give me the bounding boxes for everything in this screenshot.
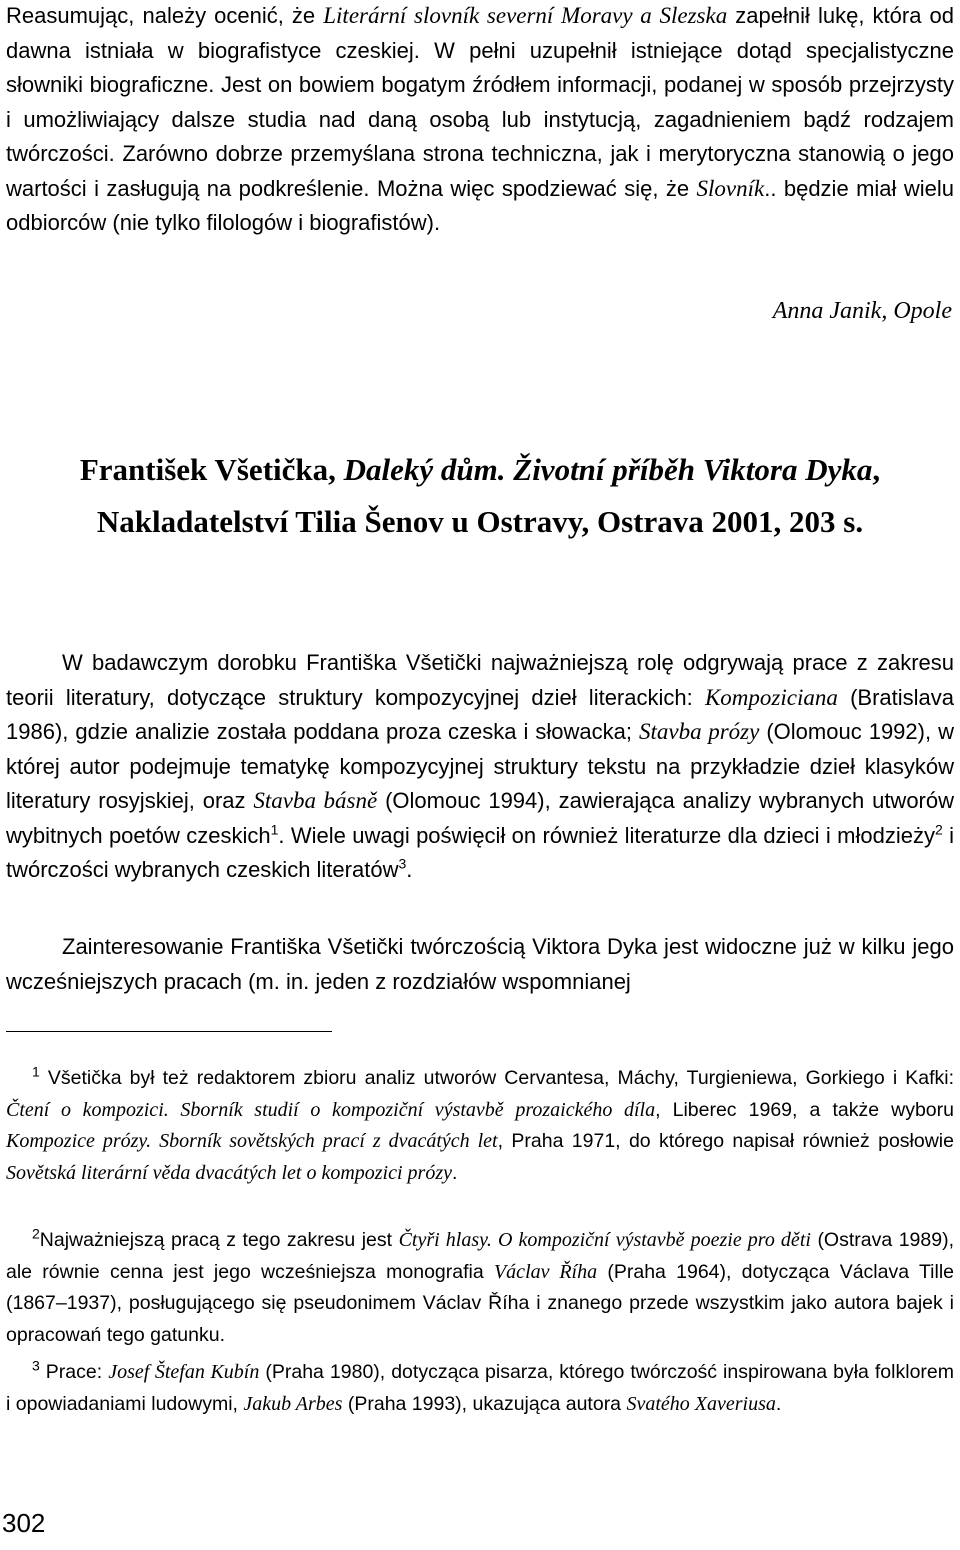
text-run: . bbox=[452, 1161, 458, 1184]
footnote-ref: 3 bbox=[398, 855, 407, 872]
text-run: , Liberec 1969, a także wyboru bbox=[655, 1098, 954, 1121]
review-paragraph-2: Zainteresowanie Františka Všetički twórczością Viktora Dyka jest widoczne już w kilku jego wcześniejszych pracach (m. in. jeden z rozdziałów wspomnianej bbox=[6, 934, 954, 994]
page-number: 302 bbox=[2, 1508, 46, 1538]
footnote-ref: 2 bbox=[934, 821, 943, 838]
text-run: . Wiele uwagi poświęcił on również literaturze dla dzieci i młodzieży bbox=[278, 822, 935, 848]
footnote-number: 1 bbox=[32, 1063, 40, 1080]
review-book-publisher: , Nakladatelství Tilia Šenov u Ostravy, Ostrava 2001, 203 s. bbox=[96, 452, 881, 539]
text-run: (Ostrava 1989), ale równie cenna jest jego wcześniejsza monografia bbox=[6, 1229, 955, 1283]
review-paragraph-1 bbox=[6, 646, 954, 888]
review-signature: Anna Janik, Opole bbox=[772, 298, 952, 324]
text-run: Reasumując, należy ocenić, że bbox=[6, 3, 324, 28]
review-book-title: Daleký dům. Životní příběh Viktora Dyka bbox=[343, 452, 873, 487]
text-run: . bbox=[406, 857, 413, 882]
work-title: Kompoziciana bbox=[704, 684, 838, 710]
text-run: (Praha 1993), ukazująca autora bbox=[342, 1392, 627, 1415]
footnote-number: 2 bbox=[32, 1225, 40, 1242]
text-run: , Praha 1971, do którego napisał również posłowie bbox=[497, 1130, 954, 1152]
text-run: Najważniejszą pracą z tego zakresu jest bbox=[39, 1229, 399, 1251]
text-run: (Olomouc 1992), w której autor podejmuje tematykę kompozycyjnej struktury tekstu na przykładzie dzieł klasyków literatury rosyjskiej, oraz bbox=[6, 719, 954, 813]
text-run: (Olomouc 1994), zawierająca analizy wybranych utworów wybitnych poetów czeskich bbox=[6, 788, 954, 848]
text-run: (Praha 1964), dotycząca Václava Tille (1867–1937), posługującego się pseudonimem Václav Říha i znanego przede wszystkim jako autora bajek i opracowań tego gatunku. bbox=[6, 1260, 955, 1346]
previous-review-conclusion bbox=[6, 0, 954, 241]
work-title: Literární slovník severní Moravy a Slezska bbox=[323, 3, 728, 28]
work-title: Jakub Arbes bbox=[243, 1392, 343, 1415]
text-run: zapełnił lukę, która od dawna istniała w biografistyce czeskiej. W pełni uzupełnił istniejące dotąd specjalistyczne słowniki biograficzne. Jest on bowiem bogatym źródłem informacji, podanej w sposób przejrzysty i umożliwiający dalsze studia nad daną osobą lub instytucją, zagadnieniem bądź rodzajem twórczości. Zarówno dobrze przemyślana strona techniczna, jak i merytoryczna stanowią o jego wartości i zasługują na podkreślenie. Można więc spodziewać się, że bbox=[6, 3, 954, 201]
text-run: W badawczym dorobku Františka Všetički najważniejszą rolę odgrywają prace z zakresu teorii literatury, dotyczące struktury kompozycyjnej dzieł literackich: bbox=[6, 650, 954, 710]
text-run: Všetička był też redaktorem zbioru analiz utworów Cervantesa, Máchy, Turgieniewa, Gorkiego i Kafki: bbox=[39, 1067, 954, 1089]
work-title: Stavba prózy bbox=[638, 719, 760, 744]
work-title: Kompozice prózy. Sborník sovětských prací z dvacátých let bbox=[6, 1130, 498, 1152]
work-title: Čtení o kompozici. Sborník studií o kompoziční výstavbě prozaického díla bbox=[6, 1098, 656, 1121]
work-title: Čtyři hlasy. O kompoziční výstavbě poezie pro děti bbox=[398, 1229, 811, 1251]
footnote-1 bbox=[6, 1063, 954, 1189]
text-run: (Praha 1980), dotycząca pisarza, którego twórczość inspirowana była folklorem i opowiadaniami ludowymi, bbox=[6, 1361, 954, 1415]
text-run: Prace: bbox=[39, 1361, 109, 1383]
work-title: Svatého Xaveriusa bbox=[626, 1392, 776, 1415]
footnote-3 bbox=[6, 1357, 954, 1420]
work-title: Josef Štefan Kubín bbox=[108, 1361, 260, 1383]
review-book-author: František Všetička, bbox=[79, 452, 344, 487]
text-run: . bbox=[775, 1392, 782, 1415]
work-title: Václav Říha bbox=[493, 1260, 598, 1283]
footnote-number: 3 bbox=[32, 1357, 40, 1374]
text-run: i twórczości wybranych czeskich literatów bbox=[6, 822, 955, 882]
work-title: Sovětská literární věda dvacátých let o kompozici prózy bbox=[6, 1161, 452, 1184]
footnote-divider bbox=[6, 1031, 332, 1032]
work-title: Slovník bbox=[696, 175, 765, 201]
review-heading bbox=[0, 444, 960, 548]
text-run: (Bratislava 1986), gdzie analizie została poddana proza czeska i słowacka; bbox=[6, 684, 954, 744]
footnote-ref: 1 bbox=[270, 821, 279, 838]
text-run: .. będzie miał wielu odbiorców (nie tylko filologów i biografistów). bbox=[6, 175, 954, 235]
work-title: Stavba básně bbox=[253, 788, 378, 813]
footnote-2 bbox=[6, 1225, 954, 1351]
